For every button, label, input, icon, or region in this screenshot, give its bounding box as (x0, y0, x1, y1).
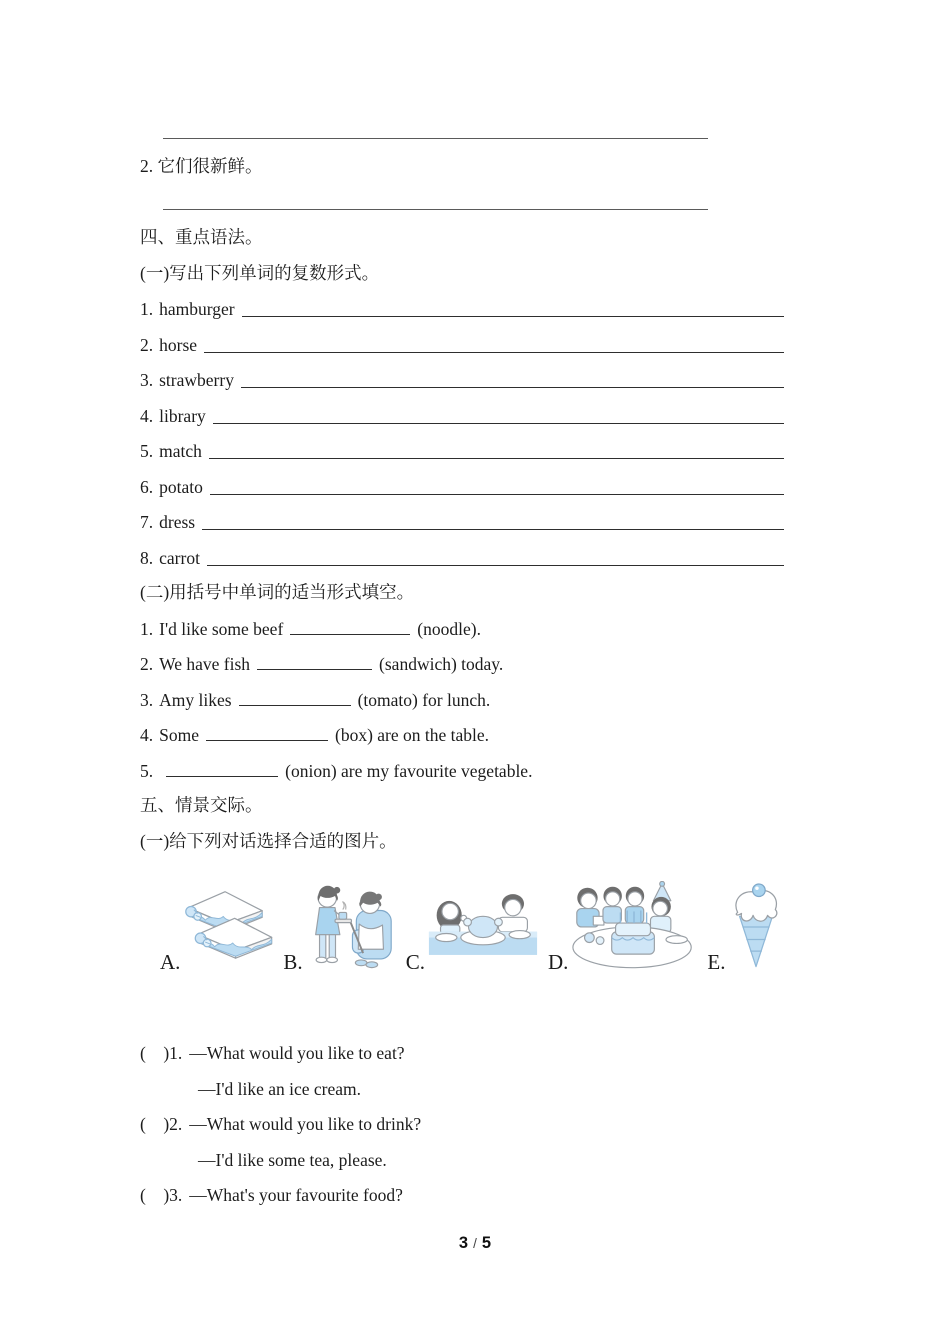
word-text: hamburger (159, 299, 235, 319)
fill-number: 5. (140, 760, 154, 781)
fill-number: 3. (140, 689, 154, 710)
section4-part1-title: (一)写出下列单词的复数形式。 (140, 262, 380, 283)
word-row (140, 503, 784, 539)
spacer (140, 971, 784, 1034)
fill-row (140, 751, 784, 787)
translation-blank-line-2 (140, 183, 784, 219)
fill-before-text: We have fish (159, 654, 251, 674)
word-row (140, 361, 784, 397)
answer-line (204, 352, 784, 353)
picture-option-b (283, 881, 396, 974)
word-text: strawberry (159, 370, 234, 390)
turkey-dinner-image (427, 889, 539, 961)
word-row (140, 325, 784, 361)
fill-blank (239, 705, 351, 706)
page-number (0, 1234, 950, 1253)
page-number-separator: / (473, 1236, 477, 1251)
word-number: 2. (140, 334, 154, 355)
picture-label-c: C. (405, 949, 425, 974)
fill-blank (257, 669, 372, 670)
fill-row (140, 609, 784, 645)
word-text: library (159, 405, 206, 426)
fill-number: 4. (140, 725, 154, 745)
answer-line (209, 458, 784, 459)
section4-part1-heading (140, 254, 784, 290)
answer-line (202, 529, 784, 530)
pictures-row (160, 875, 784, 974)
word-text: dress (159, 512, 196, 532)
fill-row (140, 680, 784, 716)
picture-label-b: B. (283, 949, 303, 974)
word-number: 4. (140, 405, 154, 426)
dialogue-number: 3. (169, 1185, 183, 1205)
word-text: match (159, 441, 202, 461)
fill-after-text: (box) are on the table. (335, 725, 490, 745)
fill-number: 1. (140, 618, 154, 639)
fill-row (140, 716, 784, 752)
fill-after-text: (sandwich) today. (379, 654, 504, 674)
dialogue-question-row (140, 1176, 784, 1212)
word-number: 6. (140, 476, 154, 497)
answer-line (207, 565, 784, 566)
word-text: horse (159, 334, 198, 355)
dialogue-question: —What's your favourite food? (189, 1185, 403, 1205)
picture-option-c (405, 889, 539, 974)
picture-option-a (160, 887, 274, 974)
word-row (140, 538, 784, 574)
word-number: 1. (140, 299, 154, 319)
page-number-total: 5 (481, 1234, 492, 1252)
dialogue-question-row (140, 1105, 784, 1141)
picture-label-e: E. (707, 949, 726, 974)
fill-after-text: (onion) are my favourite vegetable. (285, 760, 533, 781)
fill-after-text: (noodle). (417, 618, 481, 639)
serving-tea-image (305, 881, 397, 971)
section4-heading (140, 219, 784, 255)
section4-part2-title: (二)用括号中单词的适当形式填空。 (140, 582, 415, 602)
fill-number: 2. (140, 654, 154, 674)
fill-blank (290, 634, 410, 635)
answer-line (213, 423, 784, 424)
dialogue-question: —What would you like to eat? (189, 1043, 405, 1063)
birthday-cake-image (570, 881, 698, 971)
section4-part2-heading (140, 574, 784, 610)
translation-item-2 (140, 148, 784, 184)
word-number: 5. (140, 441, 154, 461)
sandwiches-image (182, 887, 274, 961)
word-text: carrot (159, 547, 200, 568)
fill-row (140, 645, 784, 681)
word-row (140, 290, 784, 326)
dialogue-number: 2. (169, 1114, 183, 1134)
translation-item-2-text: 2. 它们很新鲜。 (140, 156, 263, 176)
worksheet-content (140, 112, 784, 1211)
picture-label-d: D. (547, 949, 569, 974)
word-number: 8. (140, 547, 154, 568)
fill-before-text: Amy likes (159, 689, 232, 710)
answer-line (242, 316, 784, 317)
fill-blank (166, 776, 278, 777)
answer-blank-line (163, 138, 708, 139)
page-number-current: 3 (458, 1234, 469, 1252)
word-row (140, 467, 784, 503)
word-text: potato (159, 476, 203, 497)
fill-blank (206, 740, 328, 741)
answer-line (210, 494, 784, 495)
picture-label-a: A. (160, 949, 181, 974)
fill-after-text: (tomato) for lunch. (357, 689, 491, 710)
dialogue-number: 1. (169, 1043, 183, 1063)
word-row (140, 432, 784, 468)
section5-heading (140, 787, 784, 823)
answer-line (241, 387, 784, 388)
section5-part1-heading (140, 822, 784, 858)
word-row (140, 396, 784, 432)
picture-option-e (707, 881, 785, 974)
dialogue-answer-row (140, 1069, 784, 1105)
section4-title: 四、重点语法。 (140, 227, 263, 247)
answer-bracket: ( ) (140, 1043, 170, 1063)
dialogue-answer: —I'd like some tea, please. (198, 1149, 387, 1170)
word-number: 7. (140, 512, 154, 532)
dialogue-answer: —I'd like an ice cream. (198, 1078, 362, 1099)
answer-bracket: ( ) (140, 1114, 170, 1134)
dialogue-question-row (140, 1034, 784, 1070)
answer-bracket: ( ) (140, 1185, 170, 1205)
dialogue-answer-row (140, 1140, 784, 1176)
word-number: 3. (140, 370, 154, 390)
dialogue-question: —What would you like to drink? (189, 1114, 422, 1134)
section5-part1-title: (一)给下列对话选择合适的图片。 (140, 830, 397, 851)
ice-cream-image (727, 881, 785, 971)
translation-blank-line-1 (140, 112, 784, 148)
picture-option-d (547, 881, 698, 974)
section5-title: 五、情景交际。 (140, 795, 263, 815)
answer-blank-line (163, 209, 708, 210)
fill-before-text: Some (159, 725, 199, 745)
fill-before-text: I'd like some beef (159, 618, 284, 639)
